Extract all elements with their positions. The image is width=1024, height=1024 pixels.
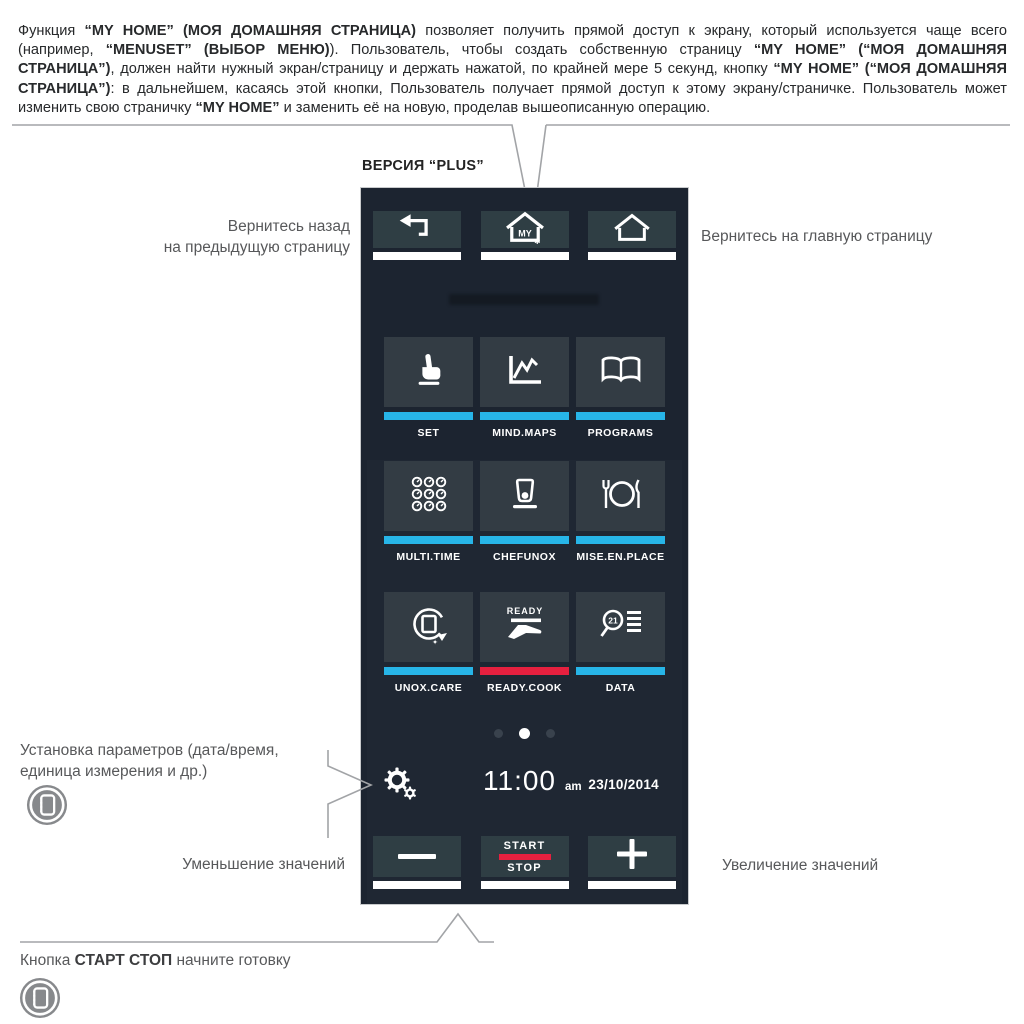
star-icon: ✦ [431, 639, 438, 645]
tile-label: SET [417, 427, 440, 439]
tile-underline [480, 667, 569, 675]
tile-underline [576, 412, 665, 420]
tile-set[interactable] [384, 337, 473, 439]
start-stop-red-bar [499, 854, 551, 860]
tile-row-1 [361, 337, 688, 439]
tile-row-2 [361, 461, 688, 563]
nav-key-row [361, 211, 688, 260]
touch-finger-icon [412, 350, 446, 395]
back-button[interactable] [373, 211, 461, 260]
tile-multi-time[interactable] [384, 461, 473, 563]
oven-touch-panel [361, 188, 688, 904]
tile-label: UNOX.CARE [394, 682, 463, 694]
tile-underline [384, 412, 473, 420]
tile-label: MIND.MAPS [492, 427, 557, 439]
annotation-settings: Установка параметров (дата/время, единица измерения и др.) [20, 742, 279, 780]
clock-grid-icon [411, 476, 447, 517]
tile-data[interactable] [576, 592, 665, 694]
star-icon: ✱ [533, 237, 540, 244]
home-button[interactable] [588, 211, 676, 260]
key-underline [588, 881, 676, 889]
back-arrow-icon [397, 213, 437, 246]
start-label: START [503, 839, 546, 852]
hand-tray-icon [503, 604, 547, 651]
my-home-button[interactable] [481, 211, 569, 260]
my-home-icon [502, 210, 548, 249]
page-dot-active[interactable] [519, 728, 530, 739]
time-value: 11:00 [483, 765, 556, 796]
manual-book-icon [19, 977, 61, 1019]
tile-chefunox[interactable] [480, 461, 569, 563]
annotation-back: Вернитесь назад на предыдущую страницу [163, 218, 350, 256]
minus-icon [398, 854, 436, 859]
home-icon [610, 212, 654, 247]
tile-label: DATA [605, 682, 636, 694]
key-underline [373, 252, 461, 260]
increase-button[interactable] [588, 836, 676, 889]
key-underline [588, 252, 676, 260]
bottom-key-row [361, 836, 688, 889]
annotation-start-stop: Кнопка СТАРТ СТОП начните готовку [20, 952, 291, 969]
tile-label: READY.COOK [486, 682, 562, 694]
stop-label: STOP [507, 861, 542, 874]
tile-row-3 [361, 592, 688, 694]
key-underline [481, 252, 569, 260]
tile-underline [576, 536, 665, 544]
status-row [361, 763, 688, 803]
chef-hat-icon [507, 476, 543, 517]
tile-label: CHEFUNOX [493, 551, 556, 563]
tile-underline [480, 536, 569, 544]
tile-mise-en-place[interactable] [576, 461, 665, 563]
tile-label: PROGRAMS [587, 427, 654, 439]
plate-cutlery-icon [599, 476, 643, 517]
rotate-square-icon [409, 605, 449, 650]
start-stop-button[interactable] [481, 836, 569, 889]
faded-screen-title [449, 294, 599, 305]
tile-label: MULTI.TIME [396, 551, 461, 563]
start-stop-glyph [499, 840, 551, 874]
tile-label: MISE.EN.PLACE [576, 551, 665, 563]
svg-text:READY: READY [506, 605, 543, 616]
tile-underline [384, 667, 473, 675]
open-book-icon [599, 354, 643, 391]
settings-gear-icon[interactable] [383, 766, 417, 805]
decrease-button[interactable] [373, 836, 461, 889]
tile-programs[interactable] [576, 337, 665, 439]
key-underline [373, 881, 461, 889]
tile-underline [576, 667, 665, 675]
tile-unox-care[interactable] [384, 592, 473, 694]
tile-ready-cook[interactable] [480, 592, 569, 694]
key-underline [481, 881, 569, 889]
svg-text:21: 21 [607, 615, 618, 625]
version-label: ВЕРСИЯ “PLUS” [362, 158, 484, 174]
annotation-home: Вернитесь на главную страницу [701, 228, 933, 245]
tile-underline [384, 536, 473, 544]
manual-book-icon [26, 784, 68, 826]
svg-text:MY: MY [517, 228, 532, 239]
annotation-increase: Увеличение значений [722, 857, 879, 874]
page-dots [361, 728, 688, 739]
annotation-decrease: Уменьшение значений [182, 856, 345, 873]
tile-mind-maps[interactable] [480, 337, 569, 439]
intro-paragraph: Функция “MY HOME” (МОЯ ДОМАШНЯЯ СТРАНИЦА) позволяет получить прямой доступ к экрану, который используется чаще всего (например, “MENUSET” (ВЫБОР МЕНЮ)). Пользователь, чтобы создать собственную страницу “MY HOME” (“МОЯ ДОМАШНЯЯ СТРАНИЦА”), должен найти нужный экран/страницу и держать нажатой, по крайней мере 5 секунд, кнопку “MY HOME” (“МОЯ ДОМАШНЯЯ СТРАНИЦА”): в дальнейшем, касаясь этой кнопки, Пользователь получает прямой доступ к этому экрану/страничке. Пользователь может изменить свою страничку “MY HOME” и заменить её на новую, проделав вышеописанную операцию. [18, 22, 1008, 117]
page-dot[interactable] [546, 729, 555, 738]
date-value: 23/10/2014 [588, 777, 659, 792]
meridiem-label: am [565, 781, 582, 793]
page-dot[interactable] [494, 729, 503, 738]
line-chart-icon [505, 352, 545, 393]
plus-icon [615, 839, 649, 874]
magnifier-list-icon [599, 607, 643, 648]
clock-display [483, 765, 582, 797]
tile-underline [480, 412, 569, 420]
